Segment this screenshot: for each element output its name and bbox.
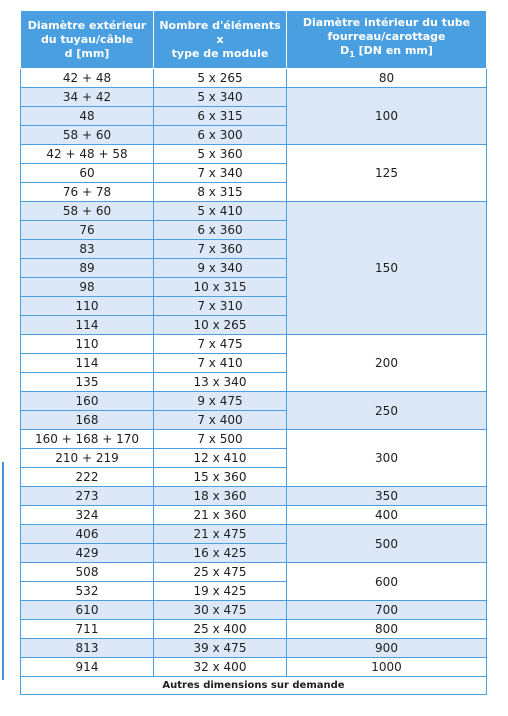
table-body bbox=[21, 69, 487, 677]
outer-diameter-cell: 114 bbox=[21, 354, 154, 373]
header-col2-line2: type de module bbox=[171, 46, 269, 60]
module-count-cell: 9 x 475 bbox=[154, 392, 287, 411]
inner-diameter-cell: 250 bbox=[287, 392, 487, 430]
inner-diameter-cell: 150 bbox=[287, 202, 487, 335]
outer-diameter-cell: 324 bbox=[21, 506, 154, 525]
table-row bbox=[21, 506, 487, 525]
module-count-cell: 5 x 410 bbox=[154, 202, 287, 221]
table-row bbox=[21, 145, 487, 164]
outer-diameter-cell: 711 bbox=[21, 620, 154, 639]
outer-diameter-cell: 135 bbox=[21, 373, 154, 392]
inner-diameter-cell: 100 bbox=[287, 88, 487, 145]
outer-diameter-cell: 406 bbox=[21, 525, 154, 544]
outer-diameter-cell: 58 + 60 bbox=[21, 126, 154, 145]
outer-diameter-cell: 110 bbox=[21, 335, 154, 354]
module-count-cell: 6 x 300 bbox=[154, 126, 287, 145]
outer-diameter-cell: 532 bbox=[21, 582, 154, 601]
outer-diameter-cell: 610 bbox=[21, 601, 154, 620]
outer-diameter-cell: 83 bbox=[21, 240, 154, 259]
module-count-cell: 32 x 400 bbox=[154, 658, 287, 677]
header-element-count bbox=[154, 11, 287, 69]
header-col2-line1: Nombre d'éléments x bbox=[159, 18, 281, 46]
module-count-cell: 5 x 340 bbox=[154, 88, 287, 107]
inner-diameter-cell: 300 bbox=[287, 430, 487, 487]
module-count-cell: 8 x 315 bbox=[154, 183, 287, 202]
outer-diameter-cell: 76 + 78 bbox=[21, 183, 154, 202]
module-count-cell: 19 x 425 bbox=[154, 582, 287, 601]
outer-diameter-cell: 60 bbox=[21, 164, 154, 183]
table-row bbox=[21, 658, 487, 677]
module-count-cell: 5 x 360 bbox=[154, 145, 287, 164]
outer-diameter-cell: 42 + 48 bbox=[21, 69, 154, 88]
module-count-cell: 7 x 340 bbox=[154, 164, 287, 183]
module-count-cell: 7 x 500 bbox=[154, 430, 287, 449]
inner-diameter-cell: 80 bbox=[287, 69, 487, 88]
inner-diameter-cell: 500 bbox=[287, 525, 487, 563]
table-row bbox=[21, 487, 487, 506]
header-col3-subscript: 1 bbox=[349, 50, 355, 60]
header-outer-diameter bbox=[21, 11, 154, 69]
outer-diameter-cell: 34 + 42 bbox=[21, 88, 154, 107]
inner-diameter-cell: 400 bbox=[287, 506, 487, 525]
module-count-cell: 25 x 475 bbox=[154, 563, 287, 582]
outer-diameter-cell: 48 bbox=[21, 107, 154, 126]
outer-diameter-cell: 508 bbox=[21, 563, 154, 582]
outer-diameter-cell: 89 bbox=[21, 259, 154, 278]
outer-diameter-cell: 110 bbox=[21, 297, 154, 316]
outer-diameter-cell: 42 + 48 + 58 bbox=[21, 145, 154, 164]
inner-diameter-cell: 900 bbox=[287, 639, 487, 658]
module-count-cell: 18 x 360 bbox=[154, 487, 287, 506]
table-row bbox=[21, 69, 487, 88]
module-count-cell: 21 x 360 bbox=[154, 506, 287, 525]
header-col1-line2: du tuyau/câble bbox=[40, 32, 134, 46]
module-count-cell: 10 x 265 bbox=[154, 316, 287, 335]
module-count-cell: 13 x 340 bbox=[154, 373, 287, 392]
inner-diameter-cell: 350 bbox=[287, 487, 487, 506]
table-row bbox=[21, 525, 487, 544]
module-count-cell: 7 x 475 bbox=[154, 335, 287, 354]
table-header bbox=[21, 11, 487, 69]
inner-diameter-cell: 700 bbox=[287, 601, 487, 620]
module-count-cell: 6 x 315 bbox=[154, 107, 287, 126]
outer-diameter-cell: 58 + 60 bbox=[21, 202, 154, 221]
table-footer bbox=[21, 677, 487, 695]
module-count-cell: 5 x 265 bbox=[154, 69, 287, 88]
header-col1-line1: Diamètre extérieur bbox=[27, 18, 147, 32]
module-count-cell: 6 x 360 bbox=[154, 221, 287, 240]
outer-diameter-cell: 114 bbox=[21, 316, 154, 335]
inner-diameter-cell: 800 bbox=[287, 620, 487, 639]
outer-diameter-cell: 222 bbox=[21, 468, 154, 487]
table-row bbox=[21, 202, 487, 221]
outer-diameter-cell: 210 + 219 bbox=[21, 449, 154, 468]
header-col3-symbol: D bbox=[340, 44, 350, 58]
module-count-cell: 7 x 400 bbox=[154, 411, 287, 430]
module-count-cell: 25 x 400 bbox=[154, 620, 287, 639]
header-col3-line3 bbox=[291, 44, 482, 62]
inner-diameter-cell: 125 bbox=[287, 145, 487, 202]
module-count-cell: 12 x 410 bbox=[154, 449, 287, 468]
outer-diameter-cell: 168 bbox=[21, 411, 154, 430]
header-inner-diameter bbox=[287, 11, 487, 69]
header-col3-line2: fourreau/carottage bbox=[327, 30, 446, 44]
table-row bbox=[21, 620, 487, 639]
outer-diameter-cell: 429 bbox=[21, 544, 154, 563]
header-row bbox=[21, 11, 487, 69]
module-count-cell: 7 x 310 bbox=[154, 297, 287, 316]
outer-diameter-cell: 160 bbox=[21, 392, 154, 411]
outer-diameter-cell: 273 bbox=[21, 487, 154, 506]
table-row bbox=[21, 601, 487, 620]
module-count-cell: 39 x 475 bbox=[154, 639, 287, 658]
table-row bbox=[21, 88, 487, 107]
module-count-cell: 7 x 360 bbox=[154, 240, 287, 259]
inner-diameter-cell: 600 bbox=[287, 563, 487, 601]
outer-diameter-cell: 914 bbox=[21, 658, 154, 677]
module-count-cell: 9 x 340 bbox=[154, 259, 287, 278]
header-col3-unit: [DN en mm] bbox=[354, 44, 433, 58]
inner-diameter-cell: 200 bbox=[287, 335, 487, 392]
header-col3-line1: Diamètre intérieur du tube bbox=[302, 16, 471, 30]
inner-diameter-cell: 1000 bbox=[287, 658, 487, 677]
outer-diameter-cell: 76 bbox=[21, 221, 154, 240]
module-count-cell: 15 x 360 bbox=[154, 468, 287, 487]
table-row bbox=[21, 335, 487, 354]
table-row bbox=[21, 430, 487, 449]
module-count-cell: 10 x 315 bbox=[154, 278, 287, 297]
table-row bbox=[21, 563, 487, 582]
table-row bbox=[21, 392, 487, 411]
module-count-cell: 16 x 425 bbox=[154, 544, 287, 563]
module-count-cell: 30 x 475 bbox=[154, 601, 287, 620]
table-row bbox=[21, 639, 487, 658]
footer-note: Autres dimensions sur demande bbox=[21, 677, 487, 695]
module-count-cell: 21 x 475 bbox=[154, 525, 287, 544]
module-count-cell: 7 x 410 bbox=[154, 354, 287, 373]
left-margin-rule bbox=[2, 462, 4, 680]
header-col1-line3: d [mm] bbox=[64, 46, 110, 60]
footer-row bbox=[21, 677, 487, 695]
dimension-table bbox=[20, 10, 487, 695]
outer-diameter-cell: 813 bbox=[21, 639, 154, 658]
outer-diameter-cell: 98 bbox=[21, 278, 154, 297]
outer-diameter-cell: 160 + 168 + 170 bbox=[21, 430, 154, 449]
